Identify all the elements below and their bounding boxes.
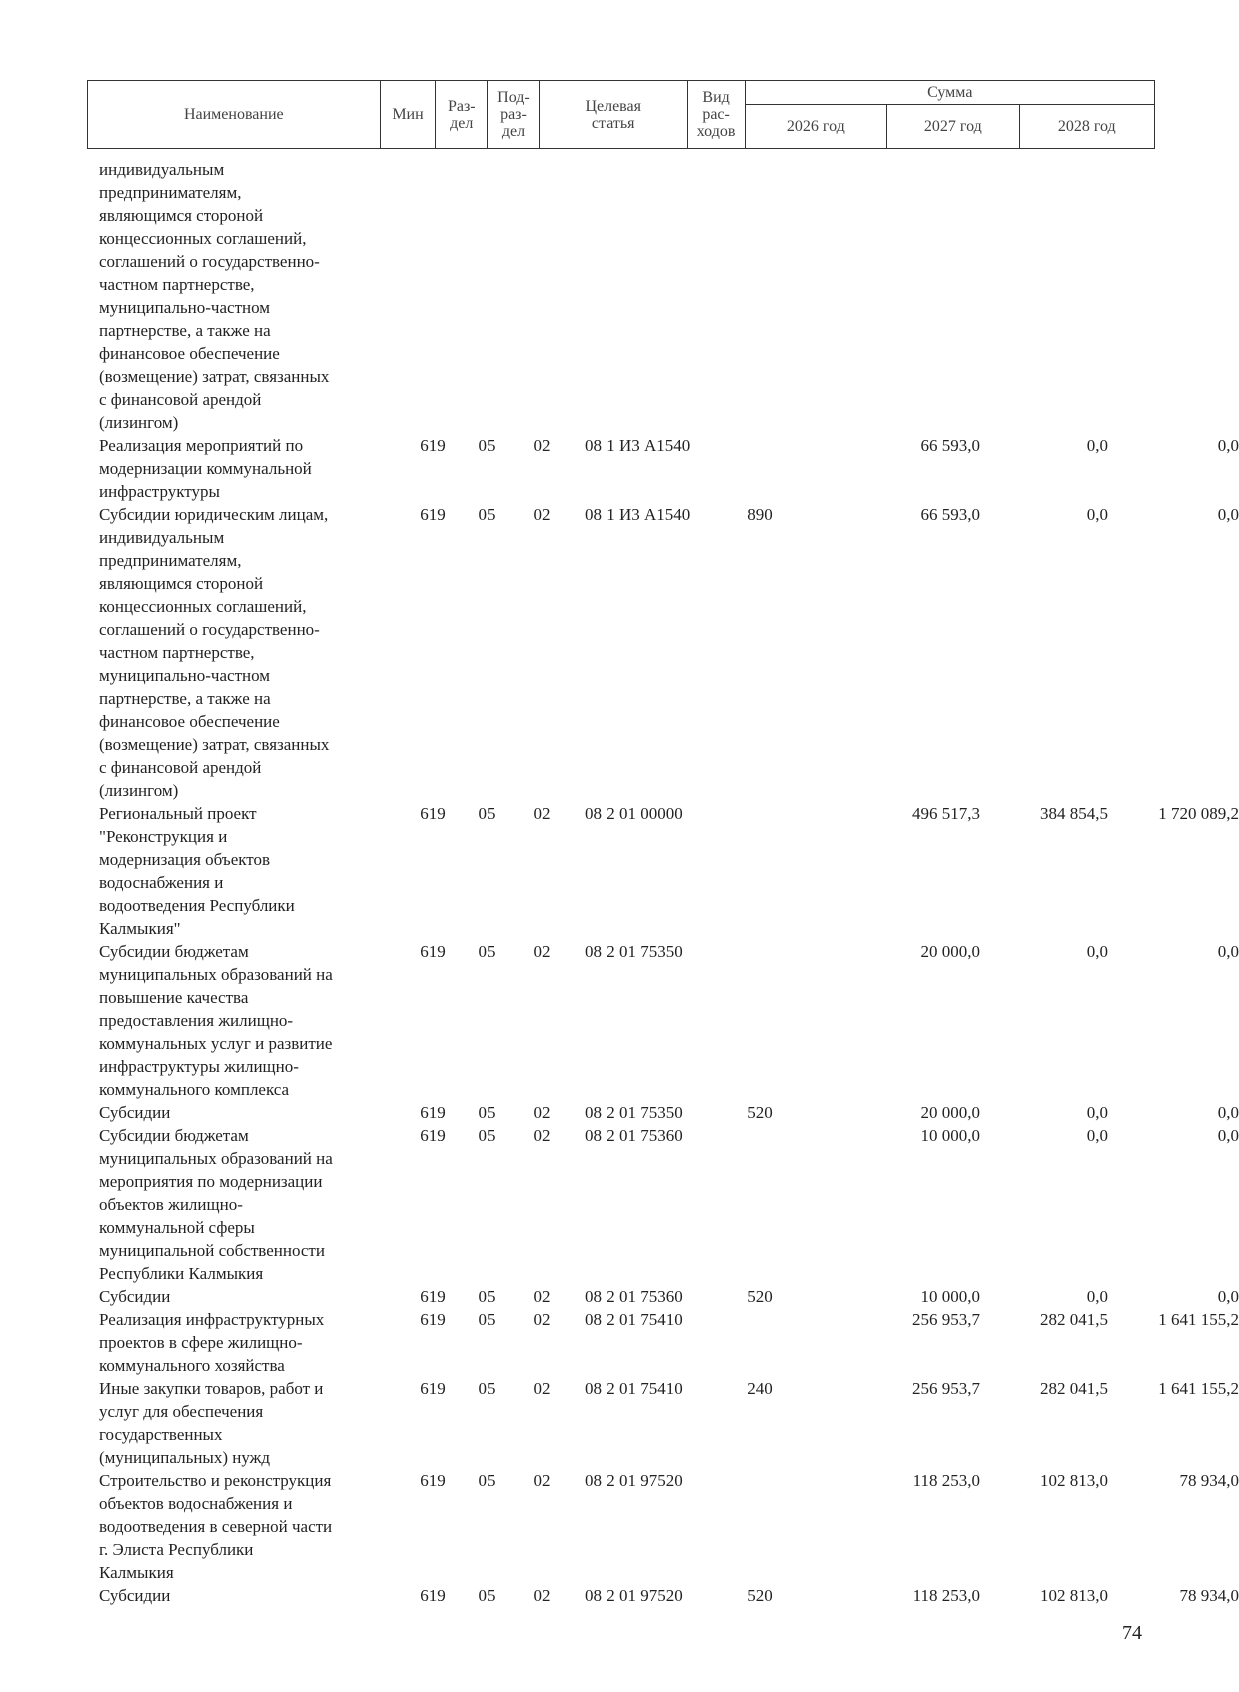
- row-podrazdel: 02: [533, 1103, 551, 1122]
- row-sum-2027: 0,0: [1086, 1103, 1108, 1122]
- row-sum-2027: 0,0: [1086, 436, 1108, 455]
- row-sum-2028: 0,0: [1217, 1103, 1239, 1122]
- row-sum-2027: 0,0: [1086, 942, 1108, 961]
- row-min: 619: [420, 1471, 446, 1490]
- row-razdel: 05: [478, 1126, 496, 1145]
- row-vid: 520: [747, 1103, 773, 1122]
- table-header: [87, 80, 1155, 149]
- row-vid: 240: [747, 1379, 773, 1398]
- header-razdel: Раз- дел: [436, 81, 488, 149]
- row-min: 619: [420, 1379, 446, 1398]
- row-sum-2027: 384 854,5: [1040, 804, 1108, 823]
- row-sum-2028: 0,0: [1217, 1287, 1239, 1306]
- table-row: [87, 434, 1239, 503]
- table-row: [87, 940, 1239, 1101]
- row-razdel: 05: [478, 1310, 496, 1329]
- row-podrazdel: 02: [533, 1379, 551, 1398]
- header-podrazdel: Под- раз- дел: [488, 81, 540, 149]
- row-celevaya: 08 2 01 00000: [585, 804, 683, 823]
- table-row: [87, 1308, 1239, 1377]
- row-celevaya: 08 2 01 75410: [585, 1310, 683, 1329]
- row-celevaya: 08 2 01 75360: [585, 1126, 683, 1145]
- table-row: [87, 158, 1155, 434]
- row-podrazdel: 02: [533, 942, 551, 961]
- row-name: Субсидии: [99, 1287, 171, 1306]
- row-min: 619: [420, 436, 446, 455]
- row-min: 619: [420, 942, 446, 961]
- header-2027: 2027 год: [887, 105, 1019, 149]
- row-min: 619: [420, 1310, 446, 1329]
- row-celevaya: 08 1 И3 А1540: [585, 505, 691, 524]
- row-vid: 520: [747, 1586, 773, 1605]
- row-sum-2027: 102 813,0: [1040, 1586, 1108, 1605]
- row-name: Субсидии юридическим лицам, индивидуальным предпринимателям, являющимся стороной концессионных соглашений, соглашений о государственно- частном партнерстве, муниципально-частном партнерстве, а также на финансовое обеспечение (возмещение) затрат, связанных с финансовой арендой (лизингом): [99, 505, 330, 800]
- row-celevaya: 08 2 01 75360: [585, 1287, 683, 1306]
- row-celevaya: 08 2 01 97520: [585, 1471, 683, 1490]
- page-number: 74: [1122, 1622, 1142, 1644]
- row-razdel: 05: [478, 942, 496, 961]
- row-sum-2028: 78 934,0: [1179, 1586, 1239, 1605]
- table-row: [87, 1124, 1239, 1285]
- row-min: 619: [420, 1586, 446, 1605]
- row-name: Региональный проект "Реконструкция и модернизация объектов водоснабжения и водоотведения Республики Калмыкия": [99, 804, 295, 938]
- row-podrazdel: 02: [533, 1471, 551, 1490]
- row-name: Строительство и реконструкция объектов водоснабжения и водоотведения в северной части г. Элиста Республики Калмыкия: [99, 1471, 333, 1582]
- row-razdel: 05: [478, 1471, 496, 1490]
- row-sum-2026: 118 253,0: [912, 1586, 980, 1605]
- row-podrazdel: 02: [533, 505, 551, 524]
- row-sum-2027: 0,0: [1086, 505, 1108, 524]
- row-razdel: 05: [478, 1287, 496, 1306]
- row-sum-2027: 282 041,5: [1040, 1310, 1108, 1329]
- row-podrazdel: 02: [533, 1310, 551, 1329]
- row-name: Субсидии бюджетам муниципальных образований на повышение качества предоставления жилищно- коммунальных услуг и развитие инфраструктуры жилищно- коммунального комплекса: [99, 942, 333, 1099]
- row-name: Субсидии: [99, 1586, 171, 1605]
- row-razdel: 05: [478, 1103, 496, 1122]
- row-name: Субсидии: [99, 1103, 171, 1122]
- header-2026: 2026 год: [745, 105, 887, 149]
- row-sum-2026: 256 953,7: [912, 1379, 980, 1398]
- row-sum-2027: 282 041,5: [1040, 1379, 1108, 1398]
- row-vid: 520: [747, 1287, 773, 1306]
- row-sum-2026: 20 000,0: [920, 1103, 980, 1122]
- row-sum-2026: 20 000,0: [920, 942, 980, 961]
- row-sum-2026: 10 000,0: [920, 1287, 980, 1306]
- row-celevaya: 08 2 01 75350: [585, 942, 683, 961]
- row-name: Реализация мероприятий по модернизации коммунальной инфраструктуры: [99, 436, 312, 501]
- row-podrazdel: 02: [533, 804, 551, 823]
- table-row: [87, 1101, 1239, 1124]
- row-min: 619: [420, 1287, 446, 1306]
- row-sum-2028: 1 641 155,2: [1158, 1379, 1239, 1398]
- row-sum-2026: 118 253,0: [912, 1471, 980, 1490]
- row-sum-2028: 78 934,0: [1179, 1471, 1239, 1490]
- row-sum-2027: 102 813,0: [1040, 1471, 1108, 1490]
- row-name: Субсидии бюджетам муниципальных образований на мероприятия по модернизации объектов жилищно- коммунальной сферы муниципальной собственности Республики Калмыкия: [99, 1126, 333, 1283]
- table-row: [87, 1285, 1239, 1308]
- header-2028: 2028 год: [1019, 105, 1155, 149]
- row-razdel: 05: [478, 436, 496, 455]
- row-celevaya: 08 2 01 75350: [585, 1103, 683, 1122]
- row-sum-2028: 0,0: [1217, 1126, 1239, 1145]
- row-sum-2026: 10 000,0: [920, 1126, 980, 1145]
- row-name: Иные закупки товаров, работ и услуг для обеспечения государственных (муниципальных) нужд: [99, 1379, 324, 1467]
- header-min: Мин: [380, 81, 436, 149]
- row-min: 619: [420, 505, 446, 524]
- row-min: 619: [420, 804, 446, 823]
- row-name: индивидуальным предпринимателям, являющимся стороной концессионных соглашений, соглашений о государственно- частном партнерстве, муниципально-частном партнерстве, а также на финансовое обеспечение (возмещение) затрат, связанных с финансовой арендой (лизингом): [99, 160, 330, 432]
- table-row: [87, 1377, 1239, 1469]
- row-podrazdel: 02: [533, 1126, 551, 1145]
- row-sum-2026: 66 593,0: [920, 436, 980, 455]
- row-sum-2028: 1 720 089,2: [1158, 804, 1239, 823]
- row-razdel: 05: [478, 804, 496, 823]
- row-celevaya: 08 2 01 75410: [585, 1379, 683, 1398]
- table-row: [87, 503, 1239, 802]
- row-sum-2028: 0,0: [1217, 942, 1239, 961]
- row-podrazdel: 02: [533, 1586, 551, 1605]
- row-podrazdel: 02: [533, 1287, 551, 1306]
- header-celevaya-statya: Целевая статья: [539, 81, 687, 149]
- table-body: [87, 158, 1239, 1607]
- row-razdel: 05: [478, 505, 496, 524]
- row-sum-2028: 1 641 155,2: [1158, 1310, 1239, 1329]
- row-celevaya: 08 2 01 97520: [585, 1586, 683, 1605]
- row-razdel: 05: [478, 1379, 496, 1398]
- row-name: Реализация инфраструктурных проектов в сфере жилищно- коммунального хозяйства: [99, 1310, 325, 1375]
- row-sum-2028: 0,0: [1217, 505, 1239, 524]
- row-sum-2027: 0,0: [1086, 1287, 1108, 1306]
- row-sum-2026: 496 517,3: [912, 804, 980, 823]
- table-row: [87, 802, 1239, 940]
- header-vid-rashodov: Вид рас- ходов: [687, 81, 745, 149]
- row-min: 619: [420, 1126, 446, 1145]
- row-sum-2026: 256 953,7: [912, 1310, 980, 1329]
- row-podrazdel: 02: [533, 436, 551, 455]
- row-vid: 890: [747, 505, 773, 524]
- row-razdel: 05: [478, 1586, 496, 1605]
- table-row: [87, 1469, 1239, 1584]
- row-sum-2027: 0,0: [1086, 1126, 1108, 1145]
- row-sum-2028: 0,0: [1217, 436, 1239, 455]
- table-row: [87, 1584, 1239, 1607]
- header-summa: Сумма: [745, 81, 1154, 105]
- row-celevaya: 08 1 И3 А1540: [585, 436, 691, 455]
- row-min: 619: [420, 1103, 446, 1122]
- row-sum-2026: 66 593,0: [920, 505, 980, 524]
- header-name: Наименование: [88, 81, 381, 149]
